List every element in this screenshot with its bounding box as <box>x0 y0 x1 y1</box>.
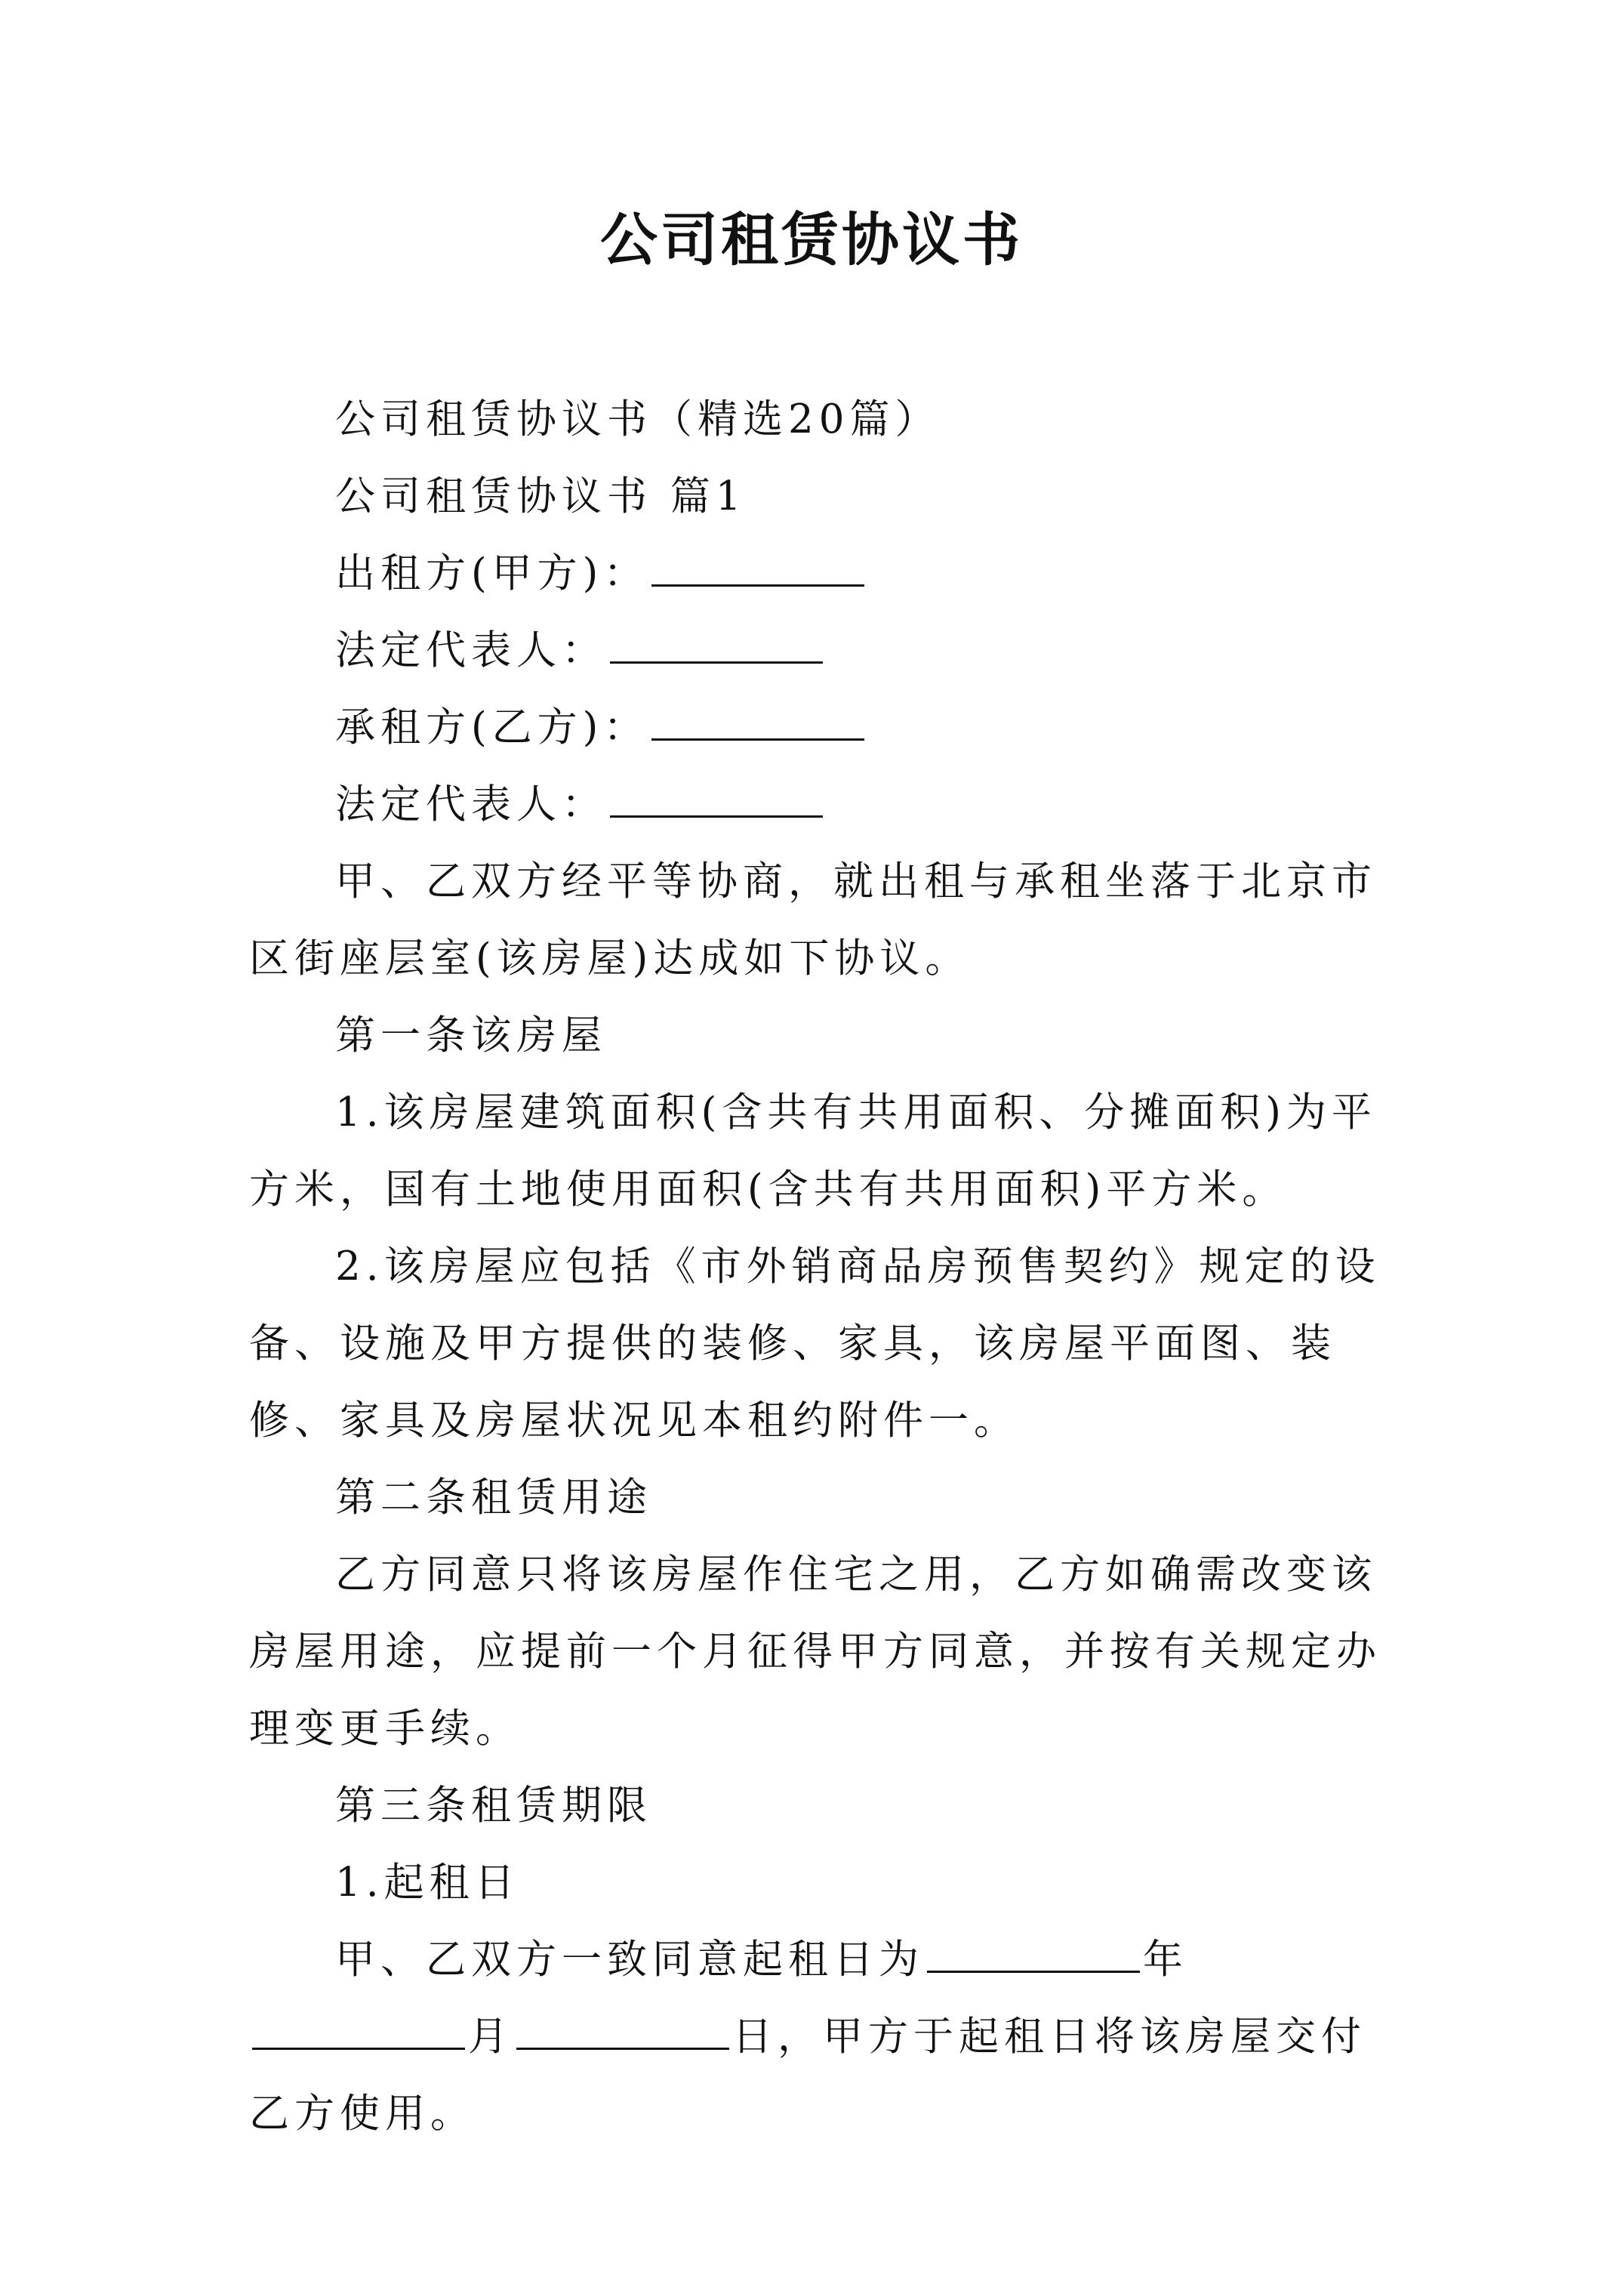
article-2-text: 乙方同意只将该房屋作住宅之用，乙方如确需改变该房屋用途，应提前一个月征得甲方同意，并按有关规定办理变更手续。 <box>249 1552 1381 1752</box>
month-blank <box>252 2043 465 2050</box>
article-3-title: 第三条租赁期限 <box>335 1783 652 1829</box>
article-1-item-1: 1.该房屋建筑面积(含共有共用面积、分摊面积)为平方米，国有土地使用面积(含共有共用面积)平方米。 <box>249 1089 1377 1213</box>
party-b-representative-line <box>249 766 1381 843</box>
section-heading: 公司租赁协议书 篇1 <box>335 473 747 519</box>
article-1-title: 第一条该房屋 <box>335 1012 607 1059</box>
party-a-line <box>249 535 1381 612</box>
party-b-line <box>249 689 1381 766</box>
article-3-item-1: 1.起租日 <box>335 1860 520 1906</box>
document-body <box>249 381 1381 2153</box>
year-label: 年 <box>1143 1937 1188 1983</box>
month-label: 月 <box>468 2014 513 2060</box>
signature-blank <box>610 811 823 818</box>
party-b-representative-label: 法定代表人： <box>335 781 607 827</box>
day-and-delivery-text: 日，甲方于起租日将该房屋交付乙方使用。 <box>249 2014 1366 2137</box>
start-date-paragraph <box>249 1922 1381 2153</box>
signature-blank <box>610 657 823 664</box>
signature-blank <box>651 734 864 741</box>
article-1-item-2: 2.该房屋应包括《市外销商品房预售契约》规定的设备、设施及甲方提供的装修、家具，该房屋平面图、装修、家具及房屋状况见本租约附件一。 <box>249 1244 1381 1444</box>
day-blank <box>516 2043 729 2050</box>
party-a-representative-line <box>249 612 1381 689</box>
document-title: 公司租赁协议书 <box>600 206 1023 273</box>
year-blank <box>927 1966 1140 1973</box>
party-b-label: 承租方(乙方)： <box>335 704 649 750</box>
article-2-title: 第二条租赁用途 <box>335 1475 652 1521</box>
agreement-intro: 甲、乙双方经平等协商，就出租与承租坐落于北京市区街座层室(该房屋)达成如下协议。 <box>249 858 1377 982</box>
party-a-representative-label: 法定代表人： <box>335 627 607 673</box>
start-date-lead-text: 甲、乙双方一致同意起租日为 <box>335 1937 924 1983</box>
party-a-label: 出租方(甲方)： <box>335 550 649 596</box>
document-subtitle: 公司租赁协议书（精选20篇） <box>335 396 941 442</box>
signature-blank <box>651 580 864 587</box>
